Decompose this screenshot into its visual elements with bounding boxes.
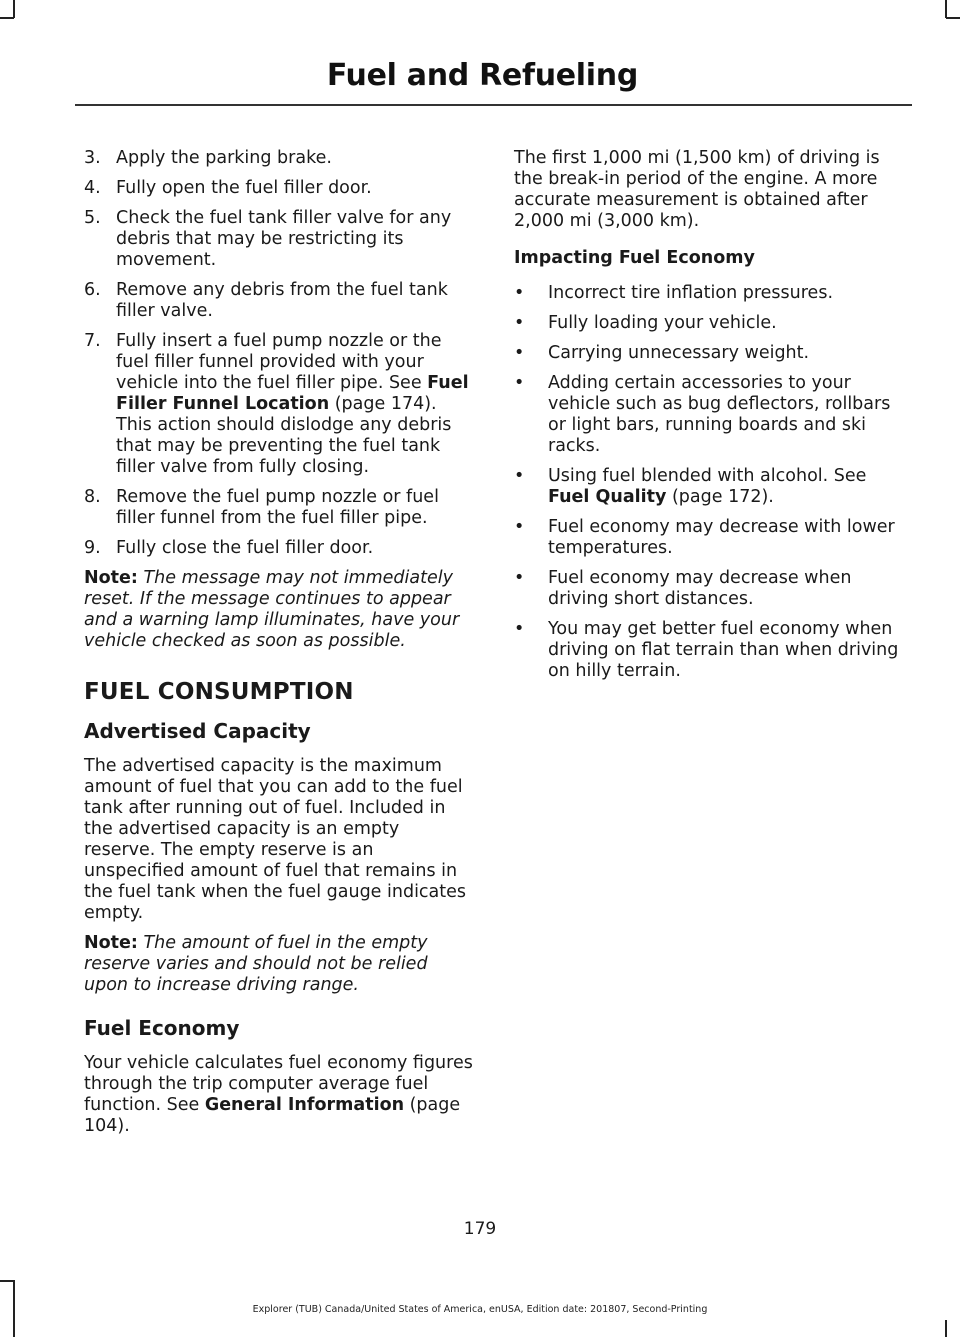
bullet-glyph: • — [514, 373, 525, 393]
note-text: The amount of fuel in the empty reserve varies and should not be relied upon to increase driving range. — [84, 933, 428, 995]
list-item — [514, 343, 909, 364]
break-in-paragraph: The first 1,000 mi (1,500 km) of driving is the break-in period of the engine. A more accurate measurement is obtained after 2,000 mi (3,000 km). — [514, 148, 880, 231]
crop-mark-top-left-vertical — [13, 0, 15, 18]
step-text: Remove the fuel pump nozzle or fuel filler funnel from the fuel filler pipe. — [116, 487, 439, 528]
step-text: Apply the parking brake. — [116, 148, 332, 168]
bullet-glyph: • — [514, 568, 525, 588]
step-item — [84, 208, 476, 271]
link-general-information[interactable]: General Information — [204, 1095, 405, 1115]
list-item-text: Fully loading your vehicle. — [548, 313, 777, 333]
step-text: Fully close the fuel filler door. — [116, 538, 374, 558]
bullet-glyph: • — [514, 313, 525, 333]
bullet-glyph: • — [514, 466, 525, 486]
crop-mark-top-left-horizontal — [0, 17, 14, 19]
step-text: Fully open the fuel filler door. — [116, 178, 372, 198]
list-item-text: Carrying unnecessary weight. — [548, 343, 810, 363]
list-item — [514, 283, 909, 304]
footer-edition-info: Explorer (TUB) Canada/United States of America, enUSA, Edition date: 201807, Second-Printing — [252, 1304, 708, 1315]
list-item-text: Fuel economy may decrease with lower temperatures. — [548, 517, 895, 558]
step-text: Check the fuel tank filler valve for any debris that may be restricting its movement. — [116, 208, 452, 270]
step-item — [84, 280, 476, 322]
step-number: 5. — [84, 208, 101, 228]
page-number: 179 — [463, 1219, 497, 1239]
right-column — [514, 148, 909, 691]
list-item — [514, 568, 909, 610]
step-text-pre: Fully insert a fuel pump nozzle or the fuel filler funnel provided with your vehicle into the fuel filler pipe. See — [116, 331, 442, 393]
note-empty-reserve — [84, 933, 476, 996]
step-item — [84, 538, 476, 559]
list-item — [514, 313, 909, 334]
heading-impacting-fuel-economy: Impacting Fuel Economy — [514, 248, 755, 268]
step-text: Remove any debris from the fuel tank filler valve. — [116, 280, 448, 321]
list-item-text-pre: Using fuel blended with alcohol. See — [548, 466, 867, 486]
crop-mark-bottom-left-horizontal — [0, 1280, 14, 1282]
step-number: 9. — [84, 538, 101, 558]
list-item-text: Incorrect tire inflation pressures. — [548, 283, 834, 303]
heading-advertised-capacity: Advertised Capacity — [84, 719, 311, 743]
step-number: 7. — [84, 331, 101, 351]
bullet-glyph: • — [514, 343, 525, 363]
procedure-steps — [84, 148, 476, 559]
list-item — [514, 517, 909, 559]
step-item — [84, 331, 476, 478]
step-item — [84, 178, 476, 199]
link-fuel-filler-funnel-location[interactable]: Fuel Filler Funnel Location — [116, 373, 469, 414]
step-item — [84, 487, 476, 529]
section-heading-fuel-consumption: FUEL CONSUMPTION — [84, 679, 354, 705]
note-message-reset — [84, 568, 476, 652]
bullet-glyph: • — [514, 283, 525, 303]
step-number: 8. — [84, 487, 101, 507]
fuel-economy-text-post: (page 104). — [84, 1095, 461, 1136]
bullet-glyph: • — [514, 619, 525, 639]
list-item-text: You may get better fuel economy when driving on flat terrain than when driving on hilly terrain. — [548, 619, 899, 681]
list-item — [514, 466, 909, 508]
crop-mark-top-right-vertical — [945, 0, 947, 18]
advertised-capacity-body: The advertised capacity is the maximum amount of fuel that you can add to the fuel tank after running out of fuel. Included in the advertised capacity is an empty reserve. The empty reserve is an unspecified amount of fuel that remains in the fuel tank when the fuel gauge indicates empty. — [84, 756, 467, 923]
list-item — [514, 373, 909, 457]
header-divider — [75, 104, 912, 106]
impacting-factors-list — [514, 283, 909, 682]
list-item-text: Fuel economy may decrease when driving short distances. — [548, 568, 852, 609]
heading-fuel-economy: Fuel Economy — [84, 1016, 240, 1040]
link-fuel-quality[interactable]: Fuel Quality — [548, 487, 667, 507]
crop-mark-top-right-horizontal — [946, 17, 960, 19]
list-item — [514, 619, 909, 682]
step-number: 3. — [84, 148, 101, 168]
crop-mark-bottom-right-vertical — [945, 1320, 947, 1337]
fuel-economy-text-pre: Your vehicle calculates fuel economy figures through the trip computer average fuel function. See — [84, 1053, 473, 1115]
bullet-glyph: • — [514, 517, 525, 537]
page-title: Fuel and Refueling — [326, 58, 638, 93]
step-item — [84, 148, 476, 169]
fuel-economy-body — [84, 1053, 476, 1137]
list-item-text-post: (page 172). — [666, 487, 774, 507]
list-item-text: Adding certain accessories to your vehicle such as bug deflectors, rollbars or light bars, running boards and ski racks. — [548, 373, 891, 456]
left-column — [84, 148, 476, 1146]
note-label: Note: — [84, 568, 138, 588]
step-number: 4. — [84, 178, 101, 198]
step-text-post: (page 174). This action should dislodge any debris that may be preventing the fuel tank filler valve from fully closing. — [116, 394, 452, 477]
step-number: 6. — [84, 280, 101, 300]
note-label: Note: — [84, 933, 138, 953]
note-text: The message may not immediately reset. If the message continues to appear and a warning lamp illuminates, have your vehicle checked as soon as possible. — [84, 568, 460, 651]
